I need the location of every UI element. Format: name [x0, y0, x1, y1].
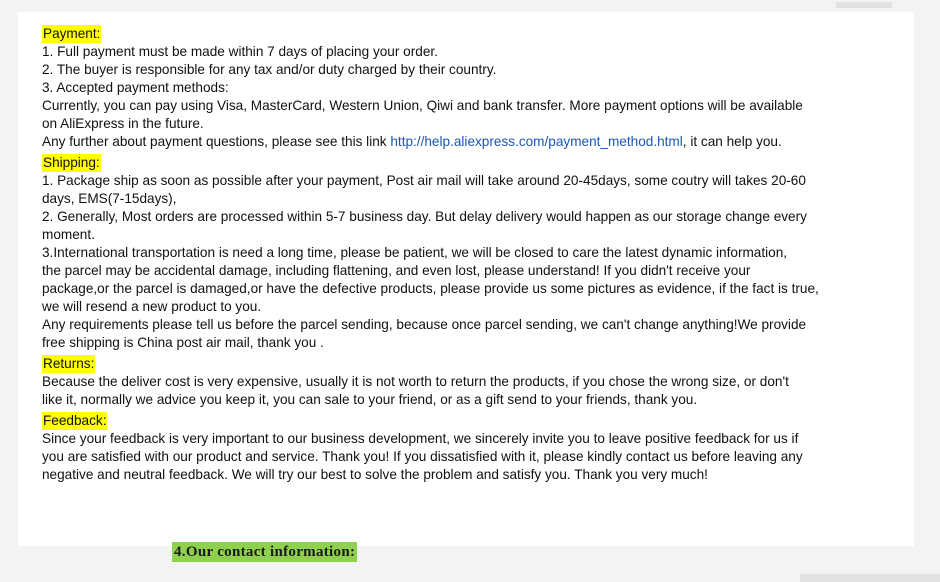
shipping-line: package,or the parcel is damaged,or have the defective products, please provide us some pictures as evidence, if the fact is true,	[42, 281, 819, 296]
feedback-section	[42, 412, 910, 484]
payment-link-line	[42, 133, 910, 151]
shipping-line: free shipping is China post air mail, thank you .	[42, 335, 324, 350]
returns-line: like it, normally we advice you keep it, you can sale to your friend, or as a gift send to your friends, thank you.	[42, 392, 698, 407]
shipping-line: 2. Generally, Most orders are processed within 5-7 business day. But delay delivery would happen as our storage change every	[42, 209, 807, 224]
payment-section	[42, 25, 910, 151]
bottom-edge-strip	[800, 574, 940, 582]
payment-line: 3. Accepted payment methods:	[42, 80, 229, 95]
feedback-line: negative and neutral feedback. We will try our best to solve the problem and satisfy you. Thank you very much!	[42, 467, 708, 482]
shipping-line: Any requirements please tell us before the parcel sending, because once parcel sending, we can't change anything!We provide	[42, 317, 807, 332]
shipping-line: 1. Package ship as soon as possible after your payment, Post air mail will take around 20-45days, some coutry will takes 20-60	[42, 173, 806, 188]
payment-method-link[interactable]: http://help.aliexpress.com/payment_method.html	[390, 134, 683, 149]
payment-line: Currently, you can pay using Visa, MasterCard, Western Union, Qiwi and bank transfer. More payment options will be available	[42, 98, 803, 113]
contact-info-heading: 4.Our contact information:	[174, 544, 356, 560]
feedback-line: Since your feedback is very important to our business development, we sincerely invite you to leave positive feedback for us if	[42, 431, 799, 446]
top-edge-strip	[836, 2, 892, 8]
shipping-line: 3.International transportation is need a long time, please be patient, we will be closed to care the latest dynamic information,	[42, 245, 788, 260]
shipping-line: we will resend a new product to you.	[42, 299, 262, 314]
returns-line: Because the deliver cost is very expensive, usually it is not worth to return the products, if you chose the wrong size, or don't	[42, 374, 789, 389]
returns-section	[42, 355, 910, 409]
feedback-line: you are satisfied with our product and service. Thank you! If you dissatisfied with it, please kindly contact us before leaving any	[42, 449, 803, 464]
payment-heading: Payment:	[43, 26, 101, 41]
shipping-line: days, EMS(7-15days),	[42, 191, 177, 206]
shipping-section	[42, 154, 910, 352]
payment-link-suffix: , it can help you.	[682, 134, 782, 149]
returns-heading: Returns:	[43, 356, 95, 371]
payment-line: 2. The buyer is responsible for any tax and/or duty charged by their country.	[42, 62, 497, 77]
policy-text	[42, 25, 910, 487]
shipping-line: moment.	[42, 227, 95, 242]
feedback-heading: Feedback:	[43, 413, 107, 428]
payment-line: on AliExpress in the future.	[42, 116, 204, 131]
shipping-line: the parcel may be accidental damage, including flattening, and even lost, please understand! If you didn't receive your	[42, 263, 751, 278]
shipping-heading: Shipping:	[43, 155, 100, 170]
payment-line: 1. Full payment must be made within 7 days of placing your order.	[42, 44, 438, 59]
payment-link-prefix: Any further about payment questions, please see this link	[42, 134, 391, 149]
